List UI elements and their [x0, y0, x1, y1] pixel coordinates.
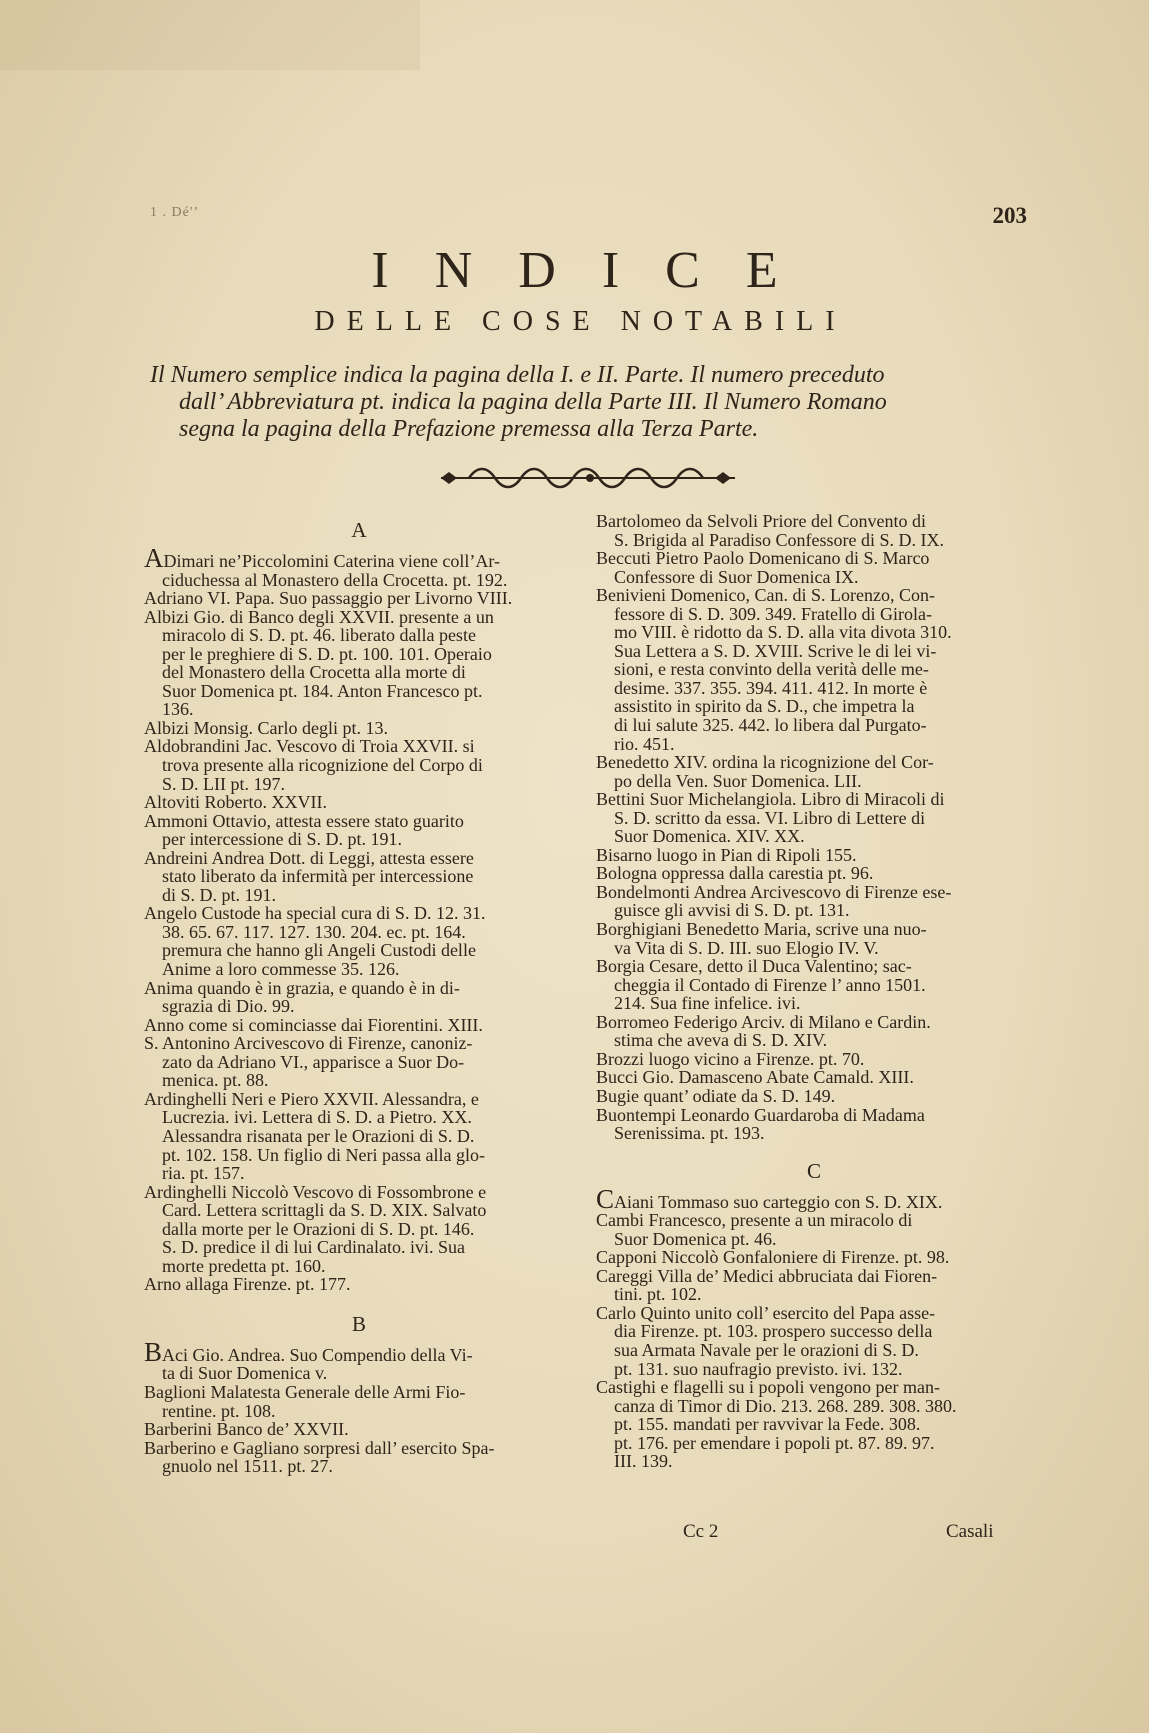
index-entry [144, 1420, 574, 1439]
entry-line: Capponi Niccolò Gonfaloniere di Firenze. pt. 98. [596, 1247, 950, 1268]
entry-line: S. Brigida al Paradiso Confessore di S. D. IX. [614, 529, 944, 550]
entry-line: Careggi Villa de’ Medici abbruciata dai Fioren- [596, 1265, 938, 1286]
entry-line: guisce gli avvisi di S. D. pt. 131. [614, 900, 850, 921]
entry-line: canza di Timor di Dio. 213. 268. 289. 308. 380. [614, 1395, 957, 1416]
index-entry [144, 904, 574, 978]
section-letter-b: B [351, 1311, 366, 1336]
entry-line: Benedetto XIV. ordina la ricognizione del Cor- [596, 752, 934, 773]
entry-line: rio. 451. [614, 733, 675, 754]
entry-line: mo VIII. è ridotto da S. D. alla vita divota 310. [614, 622, 952, 643]
entry-line: Barberino e Gagliano sorpresi dall’ esercito Spa- [144, 1437, 495, 1458]
entry-line: dalla morte per le Orazioni di S. D. pt. 146. [162, 1218, 475, 1239]
index-column-right [596, 512, 1032, 1471]
index-entry [144, 737, 574, 793]
entry-line: 136. [162, 699, 194, 720]
entry-line: ciduchessa al Monastero della Crocetta. pt. 192. [162, 569, 508, 590]
entries-a [144, 543, 574, 1295]
index-entry [144, 1183, 574, 1276]
index-entry [144, 793, 574, 812]
intro-note [150, 362, 1035, 443]
entry-line: Andreini Andrea Dott. di Leggi, attesta essere [144, 847, 474, 868]
entry-line: Baglioni Malatesta Generale delle Armi Fio- [144, 1381, 466, 1402]
index-entry [144, 1336, 574, 1384]
entries-c [596, 1183, 1032, 1472]
entry-line: Lucrezia. ivi. Lettera di S. D. a Pietro. XX. [162, 1107, 472, 1128]
index-entry [144, 589, 574, 608]
entry-line: Aldobrandini Jac. Vescovo di Troia XXVII. si [144, 736, 475, 757]
index-entry [596, 1304, 1032, 1378]
entry-line: Albizi Monsig. Carlo degli pt. 13. [144, 717, 388, 738]
entry-line: Borromeo Federigo Arciv. di Milano e Cardin. [596, 1011, 931, 1032]
entry-line: pt. 102. 158. Un figlio di Neri passa alla glo- [162, 1144, 485, 1165]
entry-line: Bucci Gio. Damasceno Abate Camald. XIII. [596, 1067, 914, 1088]
index-entry [144, 543, 574, 590]
index-entry [596, 846, 1032, 865]
intro-line: segna la pagina della Prefazione premessa alla Terza Parte. [179, 416, 759, 442]
entry-line: Barberini Banco de’ XXVII. [144, 1419, 349, 1440]
index-entry [596, 1013, 1032, 1050]
entry-line: Benivieni Domenico, Can. di S. Lorenzo, Con- [596, 585, 935, 606]
entry-line: pt. 176. per emendare i popoli pt. 87. 89. 97. [614, 1432, 935, 1453]
entry-line: Bettini Suor Michelangiola. Libro di Miracoli di [596, 789, 945, 810]
index-entry [144, 1016, 574, 1035]
entry-line: sioni, e resta convinto della verità delle me- [614, 659, 929, 680]
entry-line: fessore di S. D. 309. 349. Fratello di Girola- [614, 603, 932, 624]
index-entry [144, 1034, 574, 1090]
intro-line: Il Numero semplice indica la pagina della I. e II. Parte. Il numero preceduto [150, 362, 885, 388]
entry-line: Suor Domenica pt. 184. Anton Francesco pt. [162, 680, 483, 701]
entry-line [144, 543, 574, 573]
index-entry [596, 864, 1032, 883]
intro-line: dall’ Abbreviatura pt. indica la pagina della Parte III. Il Numero Romano [179, 389, 887, 415]
entries-b-continued [596, 512, 1032, 1143]
entry-line: S. D. scritto da essa. VI. Libro di Lettere di [614, 807, 926, 828]
entry-line: morte predetta pt. 160. [162, 1255, 326, 1276]
entry-line: rentine. pt. 108. [162, 1400, 276, 1421]
page-subtitle: DELLE COSE NOTABILI [314, 306, 847, 337]
entry-line: desime. 337. 355. 394. 411. 412. In morte è [614, 677, 928, 698]
entry-line: Suor Domenica pt. 46. [614, 1228, 777, 1249]
initial-letter: A [144, 543, 164, 573]
entry-line: zato da Adriano VI., apparisce a Suor Do- [162, 1051, 465, 1072]
entry-line: assistito in spirito da S. D., che impetra la [614, 696, 915, 717]
entry-line: per le preghiere di S. D. pt. 100. 101. Operaio [162, 643, 492, 664]
index-entry [596, 753, 1032, 790]
index-entry [144, 1439, 574, 1476]
index-entry [596, 512, 1032, 549]
initial-letter: C [596, 1183, 615, 1214]
entry-text: Dimari ne’Piccolomini Caterina viene coll’Ar- [163, 551, 501, 571]
entry-line: Anime a loro commesse 35. 126. [162, 959, 400, 980]
entries-b [144, 1336, 574, 1477]
entry-line: Adriano VI. Papa. Suo passaggio per Livorno VIII. [144, 588, 513, 609]
index-column-left [144, 512, 574, 1476]
entry-line: Card. Lettera scrittagli da S. D. XIX. Salvato [162, 1200, 487, 1221]
catchword: Casali [946, 1521, 994, 1542]
index-entry [144, 608, 574, 719]
entry-line: miracolo di S. D. pt. 46. liberato dalla peste [162, 625, 476, 646]
index-entry [596, 1183, 1032, 1214]
page-number: 203 [992, 203, 1027, 228]
entry-line: Carlo Quinto unito coll’ esercito del Papa asse- [596, 1302, 936, 1323]
entry-line: Arno allaga Firenze. pt. 177. [144, 1274, 351, 1295]
entry-text: Aiani Tommaso suo carteggio con S. D. XIX. [614, 1191, 943, 1212]
entry-line: tini. pt. 102. [614, 1284, 702, 1305]
entry-line: gnuolo nel 1511. pt. 27. [162, 1456, 333, 1477]
entry-line: Bisarno luogo in Pian di Ripoli 155. [596, 844, 857, 865]
index-entry [144, 979, 574, 1016]
entry-line: Suor Domenica. XIV. XX. [614, 826, 805, 847]
entry-line: del Monastero della Crocetta alla morte di [162, 662, 466, 683]
entry-line: ria. pt. 157. [162, 1163, 245, 1184]
index-entry [144, 1383, 574, 1420]
entry-line: cheggia il Contado di Firenze l’ anno 1501. [614, 974, 926, 995]
entry-line: III. 139. [614, 1451, 673, 1472]
index-entry [596, 1087, 1032, 1106]
entry-line: trova presente alla ricognizione del Corpo di [162, 755, 483, 776]
index-entry [596, 1267, 1032, 1304]
entry-line: sgrazia di Dio. 99. [162, 996, 295, 1017]
entry-text: Aci Gio. Andrea. Suo Compendio della Vi- [162, 1344, 473, 1365]
entry-line: S. D. LII pt. 197. [162, 773, 285, 794]
index-entry [144, 719, 574, 738]
index-entry [596, 1106, 1032, 1143]
entry-line: di S. D. pt. 191. [162, 884, 277, 905]
entry-line: Ammoni Ottavio, attesta essere stato guarito [144, 810, 464, 831]
entry-line: Angelo Custode ha special cura di S. D. 12. 31. [144, 903, 486, 924]
entry-line: Bartolomeo da Selvoli Priore del Convento di [596, 511, 926, 531]
entry-line: Altoviti Roberto. XXVII. [144, 792, 327, 813]
section-letter-a: A [351, 518, 367, 542]
initial-letter: B [144, 1336, 163, 1367]
entry-line: Brozzi luogo vicino a Firenze. pt. 70. [596, 1048, 865, 1069]
entry-line: per intercessione di S. D. pt. 191. [162, 829, 402, 850]
entry-line: Bologna oppressa dalla carestia pt. 96. [596, 863, 874, 884]
index-entry [144, 1090, 574, 1183]
index-entry [144, 812, 574, 849]
entry-line: Borghigiani Benedetto Maria, scrive una nuo- [596, 919, 927, 940]
index-entry [596, 1211, 1032, 1248]
index-entry [596, 1248, 1032, 1267]
index-entry [596, 1378, 1032, 1471]
page-title: INDICE [371, 242, 824, 299]
entry-line: stato liberato da infermità per intercessione [162, 866, 474, 887]
entry-line: Sua Lettera a S. D. XVIII. Scrive le di lei vi- [614, 640, 937, 661]
entry-line [144, 1336, 574, 1367]
index-entry [596, 586, 1032, 753]
entry-line: di lui salute 325. 442. lo libera dal Purgato- [614, 715, 927, 736]
entry-line: 214. Sua fine infelice. ivi. [614, 993, 801, 1014]
entry-line: sua Armata Navale per le orazioni di S. D. [614, 1339, 919, 1360]
entry-line: Alessandra risanata per le Orazioni di S. D. [162, 1125, 475, 1146]
index-entry [596, 790, 1032, 846]
entry-line: pt. 155. mandati per ravvivar la Fede. 308. [614, 1414, 921, 1435]
entry-line: Beccuti Pietro Paolo Domenicano di S. Marco [596, 548, 930, 569]
entry-line: va Vita di S. D. III. suo Elogio IV. V. [614, 937, 879, 958]
entry-line: Bondelmonti Andrea Arcivescovo di Firenze ese- [596, 881, 952, 902]
entry-line: Ardinghelli Neri e Piero XXVII. Alessandra, e [144, 1088, 479, 1109]
index-entry [144, 1275, 574, 1294]
entry-line [596, 1183, 1032, 1214]
entry-line: 38. 65. 67. 117. 127. 130. 204. ec. pt. 164. [162, 921, 466, 942]
entry-line: Cambi Francesco, presente a un miracolo di [596, 1210, 913, 1231]
index-entry [144, 849, 574, 905]
signature-mark: Cc 2 [683, 1521, 719, 1542]
entry-line: pt. 131. suo naufragio previsto. ivi. 132. [614, 1358, 903, 1379]
entry-line: Confessore di Suor Domenica IX. [614, 566, 859, 587]
entry-line: S. D. predice il di lui Cardinalato. ivi. Sua [162, 1237, 465, 1258]
entry-line: Anno come si cominciasse dai Fiorentini. XIII. [144, 1014, 483, 1035]
index-entry [596, 1050, 1032, 1069]
entry-line: po della Ven. Suor Domenica. LII. [614, 770, 862, 791]
entry-line: S. Antonino Arcivescovo di Firenze, canoniz- [144, 1033, 473, 1054]
index-entry [596, 957, 1032, 1013]
index-entry [596, 883, 1032, 920]
entry-line: Bugie quant’ odiate da S. D. 149. [596, 1085, 836, 1106]
section-letter-c: C [806, 1158, 821, 1183]
entry-line: Buontempi Leonardo Guardaroba di Madama [596, 1104, 925, 1125]
ornament-divider [435, 466, 745, 490]
header-marks: 1 . Dé'’ [150, 205, 200, 220]
entry-line: Albizi Gio. di Banco degli XXVII. presente a un [144, 606, 494, 627]
entry-line: menica. pt. 88. [162, 1070, 269, 1091]
entry-line: dia Firenze. pt. 103. prospero successo della [614, 1321, 933, 1342]
entry-line: Ardinghelli Niccolò Vescovo di Fossombrone e [144, 1181, 487, 1202]
entry-line: stima che aveva di S. D. XIV. [614, 1030, 828, 1051]
entry-line: Castighi e flagelli su i popoli vengono per man- [596, 1377, 940, 1398]
bleed-through-stain [0, 0, 420, 70]
entry-line: Anima quando è in grazia, e quando è in di- [144, 977, 460, 998]
entry-line: Serenissima. pt. 193. [614, 1123, 765, 1144]
entry-line: premura che hanno gli Angeli Custodi delle [162, 940, 476, 961]
index-entry [596, 549, 1032, 586]
entry-line: Borgia Cesare, detto il Duca Valentino; sac- [596, 956, 912, 977]
index-entry [596, 920, 1032, 957]
index-entry [596, 1068, 1032, 1087]
entry-line: ta di Suor Domenica v. [162, 1363, 328, 1384]
